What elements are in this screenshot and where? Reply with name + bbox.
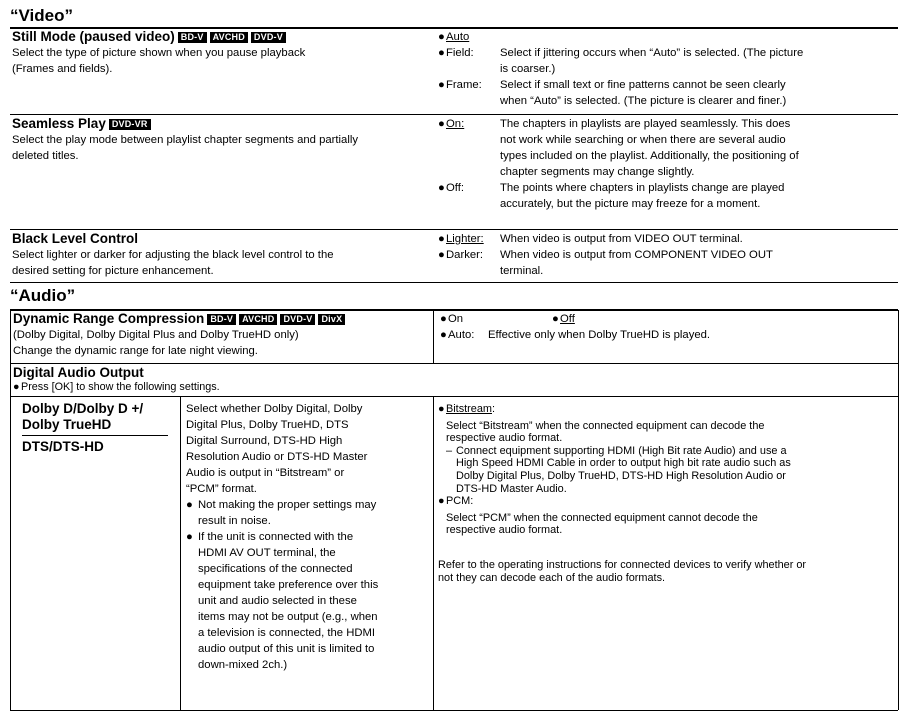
option-darker-text: When video is output from COMPONENT VIDEO OUT [500, 249, 773, 261]
dao-note-line: audio output of this unit is limited to [198, 643, 375, 655]
option-on-label: On: [446, 118, 465, 130]
bullet-icon: ● [186, 499, 193, 511]
bullet-icon: ● [438, 403, 445, 415]
option-frame-text: when “Auto” is selected. (The picture is clearer and finer.) [500, 95, 787, 107]
option-bitstream-label: Bitstream [446, 403, 492, 415]
badge-dvd-v: DVD-V [280, 314, 315, 325]
row-divider [10, 363, 898, 364]
black-level-desc-line: desired setting for picture enhancement. [12, 265, 214, 277]
option-on-text: types included on the playlist. Additionally, the positioning of [500, 150, 799, 162]
dao-options: ●Bitstream: Select “Bitstream” when the connected equipment can decode the respective audio format. – Connect equipment supporting HDMI (High Bit rate Audio) and use a High Speed HDMI Cable in order to output high bit rate audio such as Dolby Digital Plus, Dolby TrueHD, DTS-HD High Resolution Audio or DTS-HD Master Audio. ●PCM: Select “PCM” when the connected equipment cannot decode the respective audio format. Refer to the operating instructions for connected devices to verify whether or not they can decode each of the audio formats. [438, 403, 896, 584]
bullet-icon: ● [186, 531, 193, 543]
badge-bd-v: BD-V [178, 32, 207, 43]
option-off-label: Off: [446, 182, 464, 194]
option-auto-text: Effective only when Dolby TrueHD is played. [488, 329, 711, 341]
black-level-setting [12, 231, 437, 279]
dao-note-line: equipment take preference over this [198, 579, 379, 591]
dao-item-dts: DTS/DTS-HD [22, 439, 104, 454]
option-frame-label: Frame: [446, 79, 482, 91]
bullet-icon: ● [438, 233, 445, 245]
option-darker-label: Darker: [446, 249, 484, 261]
option-field-text: Select if jittering occurs when “Auto” is selected. (The picture [500, 47, 804, 59]
dao-note-line: unit and audio selected in these [198, 595, 357, 607]
bullet-icon: ● [552, 313, 559, 325]
table-right-border [898, 310, 899, 710]
refer-text-line: Refer to the operating instructions for connected devices to verify whether or [438, 558, 807, 571]
bitstream-text-line: respective audio format. [446, 432, 563, 445]
drc-heading: Dynamic Range Compression [13, 311, 205, 326]
pcm-text-line: Select “PCM” when the connected equipment cannot decode the [446, 511, 758, 524]
dao-note-line: down-mixed 2ch.) [198, 659, 288, 671]
option-darker-text: terminal. [500, 265, 544, 277]
drc-options [440, 311, 890, 343]
dao-description [186, 401, 430, 673]
bullet-icon: ● [438, 79, 445, 91]
dao-item-dolby [22, 401, 172, 433]
badge-bd-v: BD-V [207, 314, 236, 325]
dao-note-line: specifications of the connected [198, 563, 353, 575]
option-off-text: The points where chapters in playlists change are played [500, 182, 785, 194]
dao-desc-line: Resolution Audio or DTS-HD Master [186, 451, 368, 463]
dao-note-line: items may not be output (e.g., when [198, 611, 378, 623]
bitstream-text-line: Select “Bitstream” when the connected equipment can decode the [446, 419, 765, 432]
drc-desc-line: (Dolby Digital, Dolby Digital Plus and Dolby TrueHD only) [13, 329, 299, 341]
digital-audio-output-setting [13, 365, 893, 394]
bullet-icon: ● [438, 182, 445, 194]
still-mode-options [438, 29, 898, 109]
still-mode-setting [12, 29, 432, 77]
dao-desc-line: Select whether Dolby Digital, Dolby [186, 403, 363, 415]
still-mode-heading: Still Mode (paused video) [12, 29, 175, 44]
option-off: Off [560, 313, 575, 325]
dao-note-line: Not making the proper settings may [198, 499, 377, 511]
refer-text-line: not they can decode each of the audio formats. [438, 571, 666, 584]
drc-desc-line: Change the dynamic range for late night viewing. [13, 345, 258, 357]
seamless-play-setting [12, 116, 437, 164]
dao-press-ok: Press [OK] to show the following settings. [21, 381, 220, 393]
dao-note-line: result in noise. [198, 515, 271, 527]
black-level-options [438, 231, 898, 279]
option-on-text: The chapters in playlists are played seamlessly. This does [500, 118, 791, 130]
bullet-icon: ● [440, 329, 447, 341]
option-field-label: Field: [446, 47, 474, 59]
option-frame-text: Select if small text or fine patterns cannot be seen clearly [500, 79, 786, 91]
seamless-play-heading: Seamless Play [12, 116, 106, 131]
dao-item-dolby-line: Dolby TrueHD [22, 417, 112, 432]
option-lighter-label: Lighter: [446, 233, 484, 245]
video-section-title: “Video” [10, 6, 73, 25]
option-off-text: accurately, but the picture may freeze for a moment. [500, 198, 761, 210]
badge-divx: DivX [318, 314, 345, 325]
video-table-bottom-border [10, 282, 898, 283]
option-auto-label: Auto: [448, 329, 475, 341]
bullet-icon: ● [438, 118, 445, 130]
badge-avchd: AVCHD [210, 32, 248, 43]
item-divider [22, 435, 168, 436]
column-divider [433, 397, 434, 710]
bullet-icon: ● [438, 31, 445, 43]
table-left-border [10, 310, 11, 710]
badge-avchd: AVCHD [239, 314, 277, 325]
option-on-text: chapter segments may change slightly. [500, 166, 695, 178]
row-divider [10, 229, 898, 230]
option-pcm-label: PCM: [446, 495, 474, 508]
dao-item-dolby-line: Dolby D/Dolby D +/ [22, 401, 144, 416]
bullet-icon: ● [13, 381, 20, 393]
bitstream-note-line: Dolby Digital Plus, Dolby TrueHD, DTS-HD High Resolution Audio or [456, 469, 786, 482]
dash-icon: – [446, 444, 453, 457]
bitstream-note-line: High Speed HDMI Cable in order to output high bit rate audio such as [456, 457, 791, 470]
column-divider [180, 397, 181, 710]
option-on-text: not work while searching or when there are several audio [500, 134, 786, 146]
audio-section-title: “Audio” [10, 286, 76, 305]
option-auto: Auto [446, 31, 470, 43]
badge-dvd-v: DVD-V [251, 32, 286, 43]
dao-desc-line: Digital Surround, DTS-HD High [186, 435, 343, 447]
option-field-text: is coarser.) [500, 63, 556, 75]
dao-heading: Digital Audio Output [13, 365, 144, 380]
dao-desc-line: Audio is output in “Bitstream” or [186, 467, 345, 479]
bullet-icon: ● [438, 249, 445, 261]
dao-desc-line: “PCM” format. [186, 483, 257, 495]
bullet-icon: ● [438, 495, 445, 508]
seamless-options [438, 116, 898, 212]
badge-dvd-vr: DVD-VR [109, 119, 151, 130]
dao-note-line: HDMI AV OUT terminal, the [198, 547, 336, 559]
bitstream-note-line: Connect equipment supporting HDMI (High Bit rate Audio) and use a [456, 444, 787, 457]
drc-setting [13, 311, 431, 359]
bitstream-note-line: DTS-HD Master Audio. [456, 482, 567, 495]
still-mode-desc-line: (Frames and fields). [12, 63, 113, 75]
option-on: On [448, 313, 464, 325]
dao-desc-line: Digital Plus, Dolby TrueHD, DTS [186, 419, 349, 431]
seamless-desc-line: Select the play mode between playlist chapter segments and partially [12, 134, 359, 146]
row-divider [10, 396, 898, 397]
column-divider [433, 310, 434, 363]
dao-note-line: If the unit is connected with the [198, 531, 354, 543]
seamless-desc-line: deleted titles. [12, 150, 79, 162]
row-divider [10, 114, 898, 115]
bullet-icon: ● [438, 47, 445, 59]
pcm-text-line: respective audio format. [446, 524, 563, 537]
black-level-desc-line: Select lighter or darker for adjusting the black level control to the [12, 249, 334, 261]
black-level-heading: Black Level Control [12, 231, 139, 246]
still-mode-desc-line: Select the type of picture shown when you pause playback [12, 47, 306, 59]
dao-note-line: a television is connected, the HDMI [198, 627, 376, 639]
audio-table-bottom-border [10, 710, 898, 711]
bullet-icon: ● [440, 313, 447, 325]
option-lighter-text: When video is output from VIDEO OUT terminal. [500, 233, 743, 245]
